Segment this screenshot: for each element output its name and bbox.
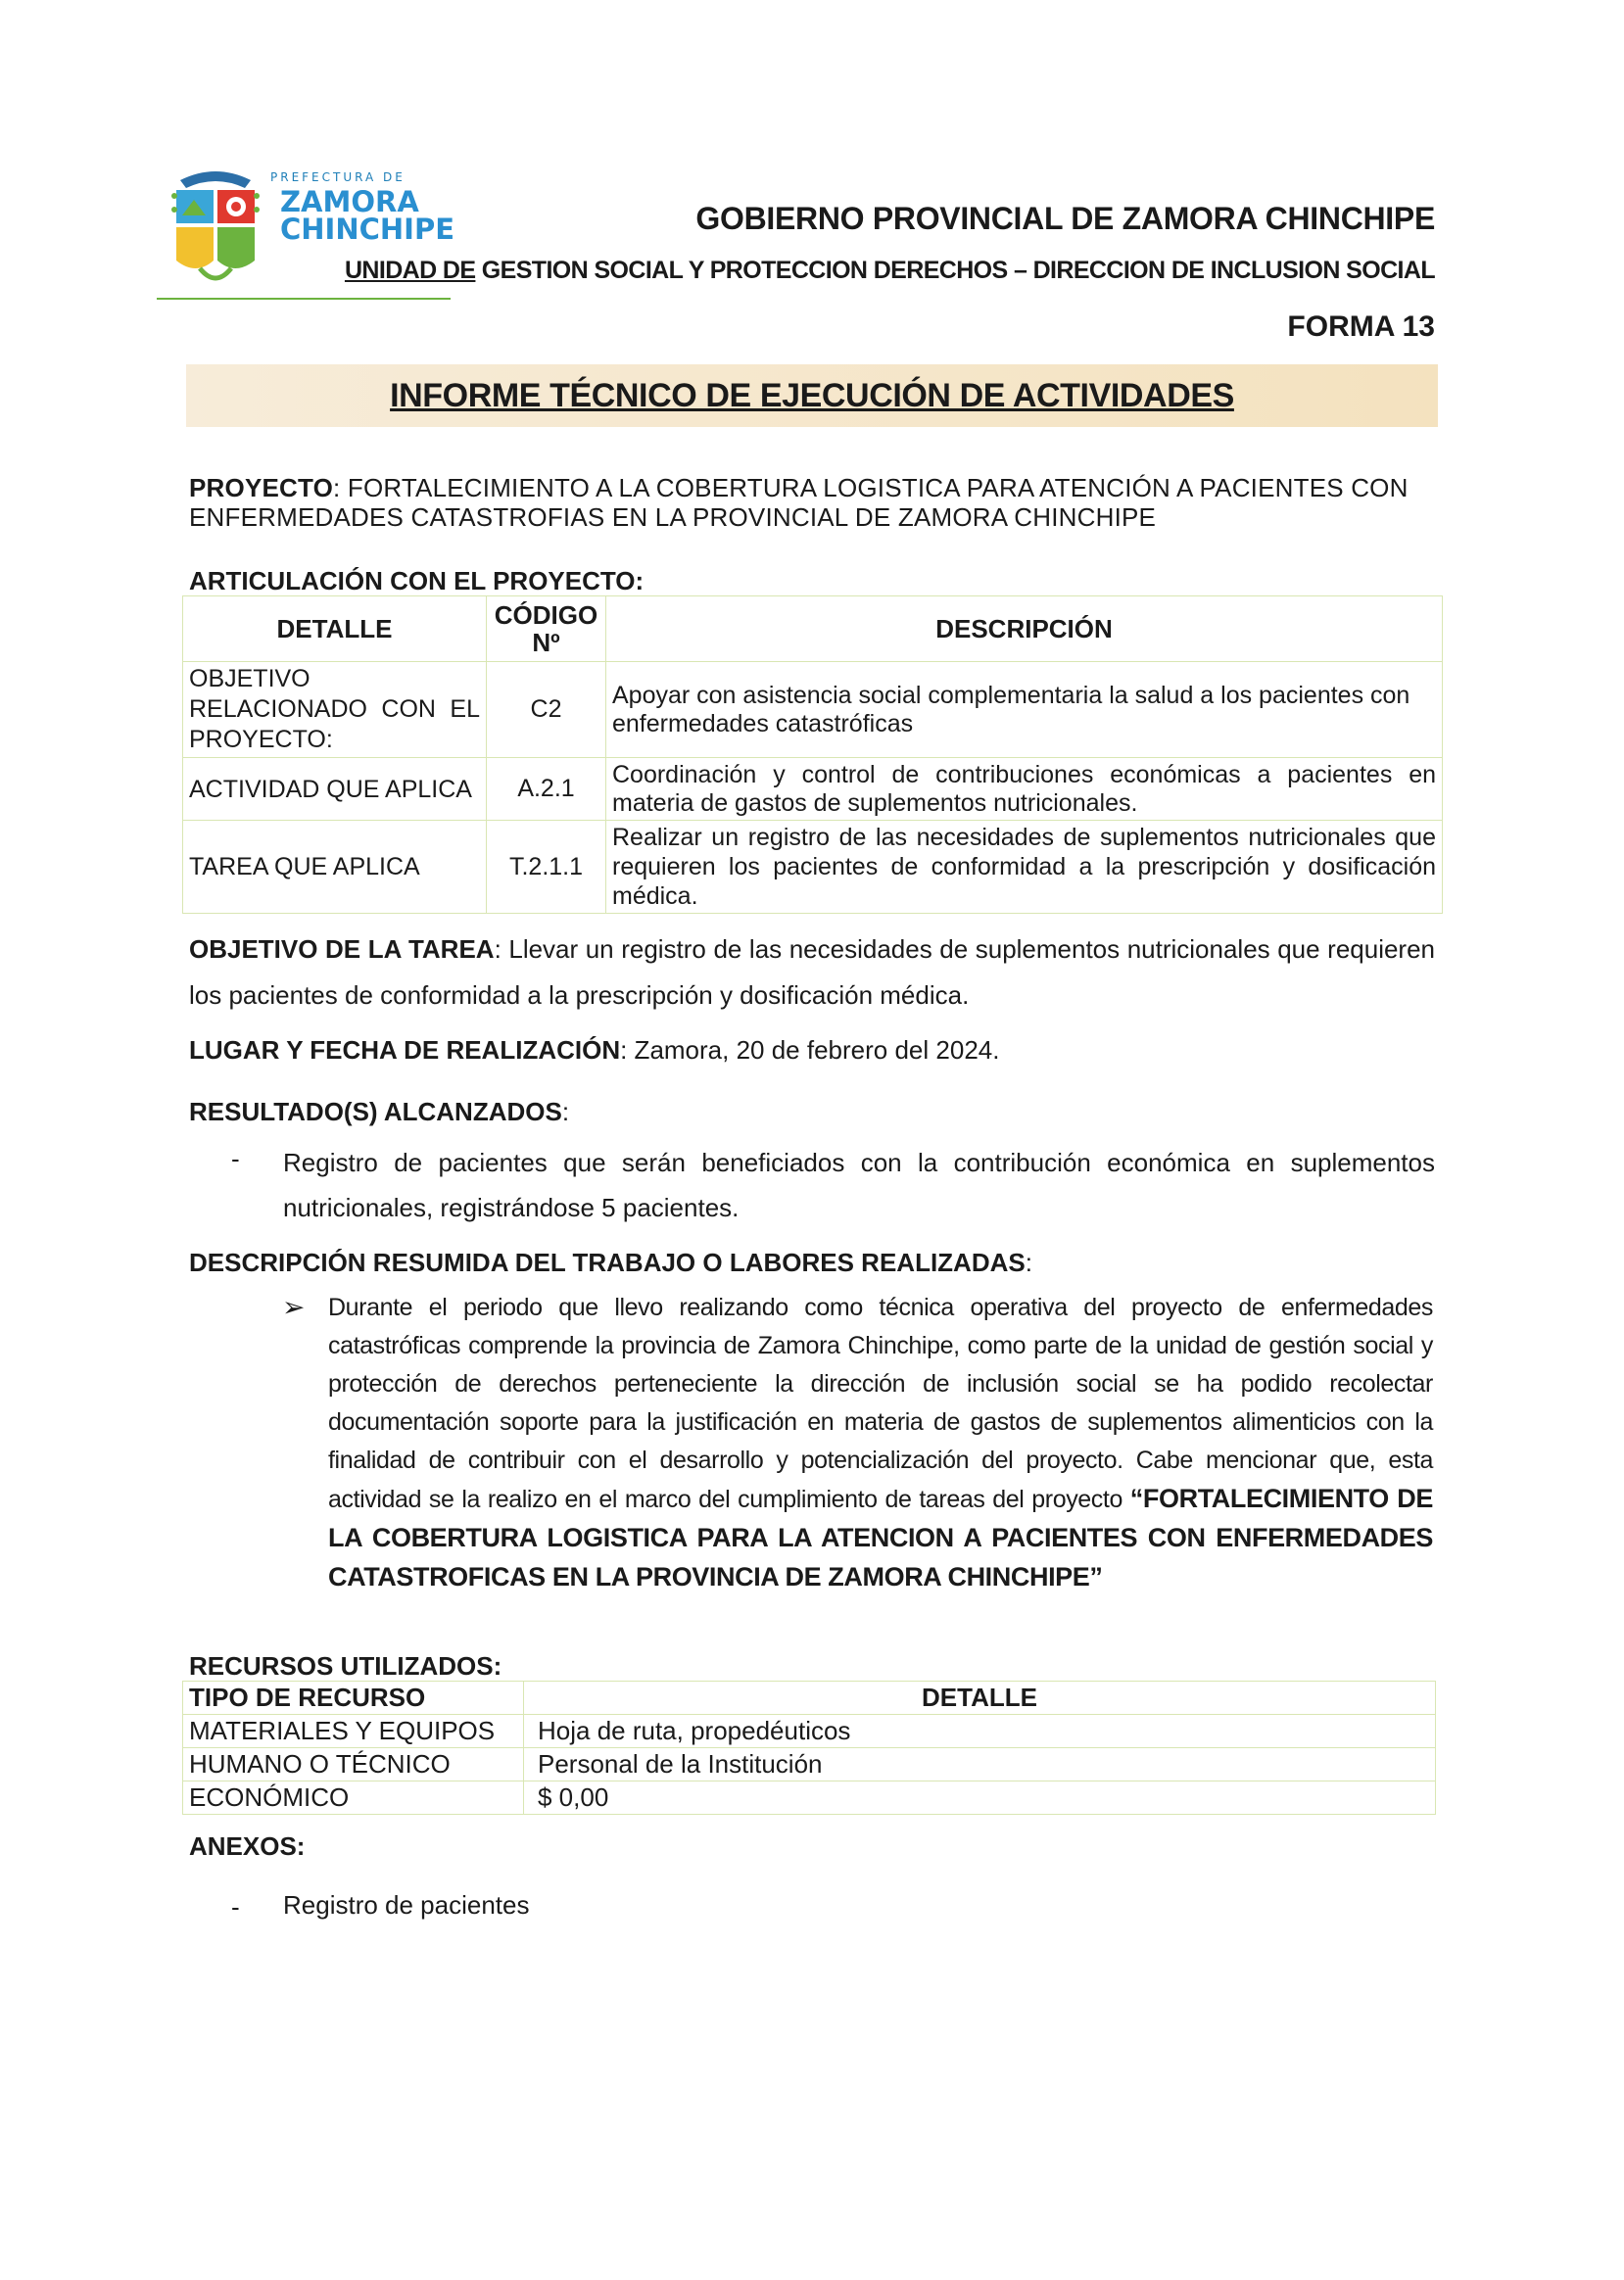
resources-heading: RECURSOS UTILIZADOS: <box>189 1651 502 1681</box>
header-descripcion: DESCRIPCIÓN <box>606 596 1443 662</box>
cell-codigo: T.2.1.1 <box>487 821 606 914</box>
description-label: DESCRIPCIÓN RESUMIDA DEL TRABAJO O LABORES REALIZADAS <box>189 1248 1026 1277</box>
annexes-heading: ANEXOS: <box>189 1831 306 1861</box>
cell-codigo: C2 <box>487 662 606 758</box>
table-header-row <box>183 1682 1436 1715</box>
cell-detalle: ACTIVIDAD QUE APLICA <box>183 758 487 821</box>
cell-descripcion: Coordinación y control de contribuciones económicas a pacientes en materia de gastos de suplementos nutricionales. <box>606 758 1443 821</box>
logo-underline <box>157 298 451 300</box>
cell-descripcion: Realizar un registro de las necesidades de suplementos nutricionales que requieren los pacientes de conformidad a la prescripción y dosificación médica. <box>606 821 1443 914</box>
task-objective-text: : Llevar un registro de las necesidades de suplementos nutricionales que requieren los pacientes de conformidad a la prescripción y dosificación médica. <box>189 934 1436 1010</box>
form-code: FORMA 13 <box>1287 310 1435 343</box>
logo-name <box>280 185 455 246</box>
table-row <box>183 1715 1436 1748</box>
table-row <box>183 1748 1436 1781</box>
results-item: Registro de pacientes que serán beneficiados con la contribución económica en suplementos nutricionales, registrándose 5 pacientes. <box>283 1148 1435 1222</box>
coat-of-arms-icon <box>170 166 261 294</box>
cell-codigo: A.2.1 <box>487 758 606 821</box>
project-text: : FORTALECIMIENTO A LA COBERTURA LOGISTICA PARA ATENCIÓN A PACIENTES CON ENFERMEDADES CATASTROFIAS EN LA PROVINCIAL DE ZAMORA CHINCHIPE <box>189 473 1409 532</box>
description-project-name: “FORTALECIMIENTO DE LA COBERTURA LOGISTICA PARA LA ATENCION A PACIENTES CON ENFERMEDADES CATASTROFICAS EN LA PROVINCIA DE ZAMORA CHINCHIPE” <box>328 1484 1433 1591</box>
header-codigo: CÓDIGO Nº <box>487 596 606 662</box>
description-heading <box>189 1248 1435 1277</box>
results-label: RESULTADO(S) ALCANZADOS <box>189 1097 562 1126</box>
description-body: Durante el periodo que llevo realizando como técnica operativa del proyecto de enfermedades catastróficas comprende la provincia de Zamora Chinchipe, como parte de la unidad de gestión social y protección de derechos perteneciente la dirección de inclusión social se ha podido recolectar documentación soporte para la justificación en materia de gastos de suplementos alimenticios con la finalidad de contribuir con el desarrollo y potencialización del proyecto. Cabe mencionar que, esta actividad se la realizo en el marco del cumplimiento de tareas del proyecto <box>328 1294 1433 1513</box>
cell-tipo: MATERIALES Y EQUIPOS <box>183 1715 524 1748</box>
cell-detalle: $ 0,00 <box>524 1781 1436 1815</box>
cell-tipo: ECONÓMICO <box>183 1781 524 1815</box>
cell-descripcion: Apoyar con asistencia social complementaria la salud a los pacientes con enfermedades catastróficas <box>606 662 1443 758</box>
logo-top-text: PREFECTURA DE <box>270 170 406 184</box>
unit-name <box>345 257 1435 285</box>
arrow-bullet-icon: ➢ <box>282 1292 306 1322</box>
annexes-bullet: - <box>231 1892 240 1922</box>
description-colon: : <box>1025 1248 1032 1277</box>
logo-name-line2: CHINCHIPE <box>280 213 455 246</box>
cell-detalle: Personal de la Institución <box>524 1748 1436 1781</box>
table-row <box>183 821 1443 914</box>
unit-name-underlined: UNIDAD DE <box>344 257 476 284</box>
table-row <box>183 1781 1436 1815</box>
place-date-text: : Zamora, 20 de febrero del 2024. <box>620 1035 1000 1065</box>
cell-detalle: OBJETIVO RELACIONADO CON EL PROYECTO: <box>183 662 487 758</box>
description-text <box>328 1289 1433 1597</box>
table-row <box>183 662 1443 758</box>
cell-detalle: Hoja de ruta, propedéuticos <box>524 1715 1436 1748</box>
project-paragraph <box>189 473 1435 532</box>
unit-name-rest: GESTION SOCIAL Y PROTECCION DERECHOS – DIRECCION DE INCLUSION SOCIAL <box>475 257 1435 284</box>
place-date-label: LUGAR Y FECHA DE REALIZACIÓN <box>189 1035 621 1065</box>
logo-name-line1: ZAMORA <box>280 185 419 218</box>
government-name: GOBIERNO PROVINCIAL DE ZAMORA CHINCHIPE <box>695 201 1435 236</box>
results-heading <box>189 1097 1435 1126</box>
annexes-item: Registro de pacientes <box>283 1890 530 1920</box>
task-objective-paragraph <box>189 926 1435 1019</box>
header-detalle: DETALLE <box>183 596 487 662</box>
place-date-paragraph <box>189 1035 1435 1065</box>
resources-table <box>182 1681 1436 1815</box>
task-objective-label: OBJETIVO DE LA TAREA <box>189 934 495 964</box>
cell-detalle: TAREA QUE APLICA <box>183 821 487 914</box>
header-tipo: TIPO DE RECURSO <box>183 1682 524 1715</box>
results-bullet: - <box>231 1144 240 1173</box>
table-row <box>183 758 1443 821</box>
report-title: INFORME TÉCNICO DE EJECUCIÓN DE ACTIVIDADES <box>390 377 1234 414</box>
cell-tipo: HUMANO O TÉCNICO <box>183 1748 524 1781</box>
articulation-heading: ARTICULACIÓN CON EL PROYECTO: <box>189 566 645 595</box>
results-colon: : <box>561 1097 570 1126</box>
project-label: PROYECTO <box>189 473 334 502</box>
header-detalle: DETALLE <box>524 1682 1436 1715</box>
articulation-table <box>182 595 1443 914</box>
table-header-row <box>183 596 1443 662</box>
